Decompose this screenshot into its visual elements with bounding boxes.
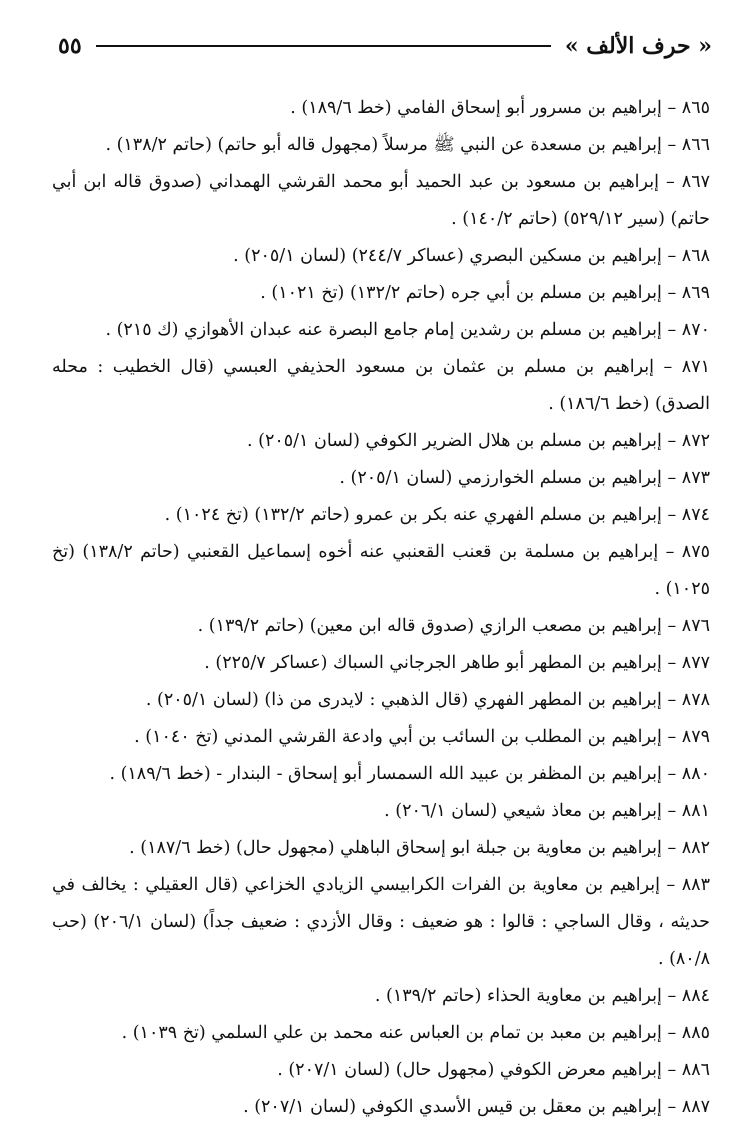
entry-text: إبراهيم بن مسلم الفهري عنه بكر بن عمرو (حاتم ١٣٢/٢) (تخ ١٠٢٤) . (164, 505, 662, 525)
entry-number: ٨٧١ (681, 357, 710, 377)
entry-number: ٨٦٩ (681, 283, 710, 303)
entry: ٨٦٩ – إبراهيم بن مسلم بن أبي جره (حاتم ١٣٢/٢) (تخ ١٠٢١) . (260, 283, 710, 303)
entry: ٨٧٢ – إبراهيم بن مسلم بن هلال الضرير الكوفي (لسان ٢٠٥/١) . (246, 431, 710, 451)
entry-text: إبراهيم بن مسكين البصري (عساكر ٢٤٤/٧) (لسان ٢٠٥/١) . (233, 246, 662, 266)
entry-text: إبراهيم بن مسلم الخوارزمي (لسان ٢٠٥/١) . (339, 468, 662, 488)
entry-number: ٨٧٨ (681, 690, 710, 710)
entry-text: إبراهيم بن المطهر الفهري (قال الذهبي : لايدرى من ذا) (لسان ٢٠٥/١) . (145, 690, 662, 710)
entry: ٨٨٠ – إبراهيم بن المظفر بن عبيد الله السمسار أبو إسحاق - البندار - (خط ١٨٩/٦) . (109, 764, 710, 784)
entry: ٨٧٦ – إبراهيم بن مصعب الرازي (صدوق قاله ابن معين) (حاتم ١٣٩/٢) . (197, 616, 710, 636)
entry: ٨٨٢ – إبراهيم بن معاوية بن جبلة ابو إسحاق الباهلي (مجهول حال) (خط ١٨٧/٦) . (129, 838, 710, 858)
entry-text: إبراهيم بن مسعدة عن النبي ﷺ مرسلاً (مجهول قاله أبو حاتم) (حاتم ١٣٨/٢) . (105, 135, 662, 155)
entry: ٨٦٦ – إبراهيم بن مسعدة عن النبي ﷺ مرسلاً (مجهول قاله أبو حاتم) (حاتم ١٣٨/٢) . (105, 135, 710, 155)
entry-text: إبراهيم بن معاوية الحذاء (حاتم ١٣٩/٢) . (374, 986, 662, 1006)
entry-number: ٨٧٥ (681, 542, 710, 562)
entry-text: إبراهيم بن مسلم بن هلال الضرير الكوفي (لسان ٢٠٥/١) . (246, 431, 662, 451)
entry: ٨٧٤ – إبراهيم بن مسلم الفهري عنه بكر بن عمرو (حاتم ١٣٢/٢) (تخ ١٠٢٤) . (164, 505, 710, 525)
entry: ٨٧٧ – إبراهيم بن المطهر أبو طاهر الجرجاني السباك (عساكر ٢٢٥/٧) . (204, 653, 710, 673)
entry-number: ٨٨٦ (681, 1060, 710, 1080)
entry-list (52, 90, 710, 1126)
entry: ٨٧٣ – إبراهيم بن مسلم الخوارزمي (لسان ٢٠٥/١) . (339, 468, 710, 488)
entry-text: إبراهيم بن معاوية بن الفرات الكرابيسي الزيادي الخزاعي (قال العقيلي : يخالف في حديثه ، وقال الساجي : قالوا : هو ضعيف : وقال الأزدي : ضعيف جداً) (لسان ٢٠٦/١) (حب ٨٠/٨) . (52, 875, 710, 969)
entry: ٨٨٦ – إبراهيم معرض الكوفي (مجهول حال) (لسان ٢٠٧/١) . (277, 1060, 710, 1080)
entry-number: ٨٨٠ (681, 764, 710, 784)
entry-text: إبراهيم بن مسلم بن رشدين إمام جامع البصرة عنه عبدان الأهوازي (ك ٢١٥) . (105, 320, 662, 340)
entry: ٨٨٣ – إبراهيم بن معاوية بن الفرات الكرابيسي الزيادي الخزاعي (قال العقيلي : يخالف في حديثه ، وقال الساجي : قالوا : هو ضعيف : وقال الأزدي : ضعيف جداً) (لسان ٢٠٦/١) (حب ٨٠/٨) . (52, 875, 710, 969)
entry-number: ٨٧٧ (681, 653, 710, 673)
header-rule (96, 45, 551, 47)
entry-number: ٨٦٦ (681, 135, 710, 155)
entry: ٨٨٤ – إبراهيم بن معاوية الحذاء (حاتم ١٣٩/٢) . (374, 986, 710, 1006)
entry-text: إبراهيم بن مسرور أبو إسحاق الفامي (خط ١٨٩/٦) . (290, 98, 662, 118)
header-title: « حرف الألف » (564, 33, 712, 59)
entry: ٨٧٠ – إبراهيم بن مسلم بن رشدين إمام جامع البصرة عنه عبدان الأهوازي (ك ٢١٥) . (105, 320, 710, 340)
entry: ٨٦٨ – إبراهيم بن مسكين البصري (عساكر ٢٤٤/٧) (لسان ٢٠٥/١) . (233, 246, 710, 266)
entry: ٨٦٥ – إبراهيم بن مسرور أبو إسحاق الفامي (خط ١٨٩/٦) . (290, 98, 710, 118)
entry-text: إبراهيم بن معقل بن قيس الأسدي الكوفي (لسان ٢٠٧/١) . (243, 1097, 662, 1117)
entry-text: إبراهيم بن المطلب بن السائب بن أبي وادعة القرشي المدني (تخ ١٠٤٠) . (134, 727, 662, 747)
entry: ٨٧٥ – إبراهيم بن مسلمة بن قعنب القعنبي عنه أخوه إسماعيل القعنبي (حاتم ١٣٨/٢) (تخ ١٠٢٥) . (52, 542, 710, 599)
entry: ٨٧٨ – إبراهيم بن المطهر الفهري (قال الذهبي : لايدرى من ذا) (لسان ٢٠٥/١) . (145, 690, 710, 710)
entry-number: ٨٨٧ (681, 1097, 710, 1117)
entry-number: ٨٨٣ (681, 875, 710, 895)
entry-text: إبراهيم معرض الكوفي (مجهول حال) (لسان ٢٠٧/١) . (277, 1060, 662, 1080)
entry-text: إبراهيم بن المظفر بن عبيد الله السمسار أبو إسحاق - البندار - (خط ١٨٩/٦) . (109, 764, 662, 784)
entry-number: ٨٦٨ (681, 246, 710, 266)
entry-number: ٨٧٠ (681, 320, 710, 340)
entry: ٨٦٧ – إبراهيم بن مسعود بن عبد الحميد أبو محمد القرشي الهمداني (صدوق قاله ابن أبي حاتم) (سير ٥٢٩/١٢) (حاتم ١٤٠/٢) . (52, 172, 710, 229)
page-header (58, 30, 712, 62)
entry-number: ٨٧٤ (681, 505, 710, 525)
entry-text: إبراهيم بن معبد بن تمام بن العباس عنه محمد بن علي السلمي (تخ ١٠٣٩) . (121, 1023, 662, 1043)
entry: ٨٨١ – إبراهيم بن معاذ شيعي (لسان ٢٠٦/١) . (384, 801, 710, 821)
entry-number: ٨٨١ (681, 801, 710, 821)
entry-text: إبراهيم بن مسلم بن عثمان بن مسعود الحذيفي العبسي (قال الخطيب : محله الصدق) (خط ١٨٦/٦) . (52, 357, 710, 414)
entry-number: ٨٨٤ (681, 986, 710, 1006)
entry-number: ٨٧٦ (681, 616, 710, 636)
entry-number: ٨٧٩ (681, 727, 710, 747)
entry-text: إبراهيم بن المطهر أبو طاهر الجرجاني السباك (عساكر ٢٢٥/٧) . (204, 653, 662, 673)
entry: ٨٨٧ – إبراهيم بن معقل بن قيس الأسدي الكوفي (لسان ٢٠٧/١) . (243, 1097, 710, 1117)
entry-number: ٨٨٥ (681, 1023, 710, 1043)
entry-number: ٨٦٧ (681, 172, 710, 192)
entry-text: إبراهيم بن مصعب الرازي (صدوق قاله ابن معين) (حاتم ١٣٩/٢) . (197, 616, 662, 636)
entry-text: إبراهيم بن مسعود بن عبد الحميد أبو محمد القرشي الهمداني (صدوق قاله ابن أبي حاتم) (سير ٥٢٩/١٢) (حاتم ١٤٠/٢) . (52, 172, 710, 229)
entry-number: ٨٦٥ (681, 98, 710, 118)
entry: ٨٨٥ – إبراهيم بن معبد بن تمام بن العباس عنه محمد بن علي السلمي (تخ ١٠٣٩) . (121, 1023, 710, 1043)
entry-number: ٨٨٢ (681, 838, 710, 858)
entry-text: إبراهيم بن مسلمة بن قعنب القعنبي عنه أخوه إسماعيل القعنبي (حاتم ١٣٨/٢) (تخ ١٠٢٥) . (52, 542, 710, 599)
entry-text: إبراهيم بن معاذ شيعي (لسان ٢٠٦/١) . (384, 801, 662, 821)
entry-number: ٨٧٣ (681, 468, 710, 488)
entry-text: إبراهيم بن مسلم بن أبي جره (حاتم ١٣٢/٢) (تخ ١٠٢١) . (260, 283, 662, 303)
entry: ٨٧١ – إبراهيم بن مسلم بن عثمان بن مسعود الحذيفي العبسي (قال الخطيب : محله الصدق) (خط ١٨٦/٦) . (52, 357, 710, 414)
entry-number: ٨٧٢ (681, 431, 710, 451)
entry-text: إبراهيم بن معاوية بن جبلة ابو إسحاق الباهلي (مجهول حال) (خط ١٨٧/٦) . (129, 838, 662, 858)
page-number: ٥٥ (58, 33, 82, 59)
entry: ٨٧٩ – إبراهيم بن المطلب بن السائب بن أبي وادعة القرشي المدني (تخ ١٠٤٠) . (134, 727, 710, 747)
